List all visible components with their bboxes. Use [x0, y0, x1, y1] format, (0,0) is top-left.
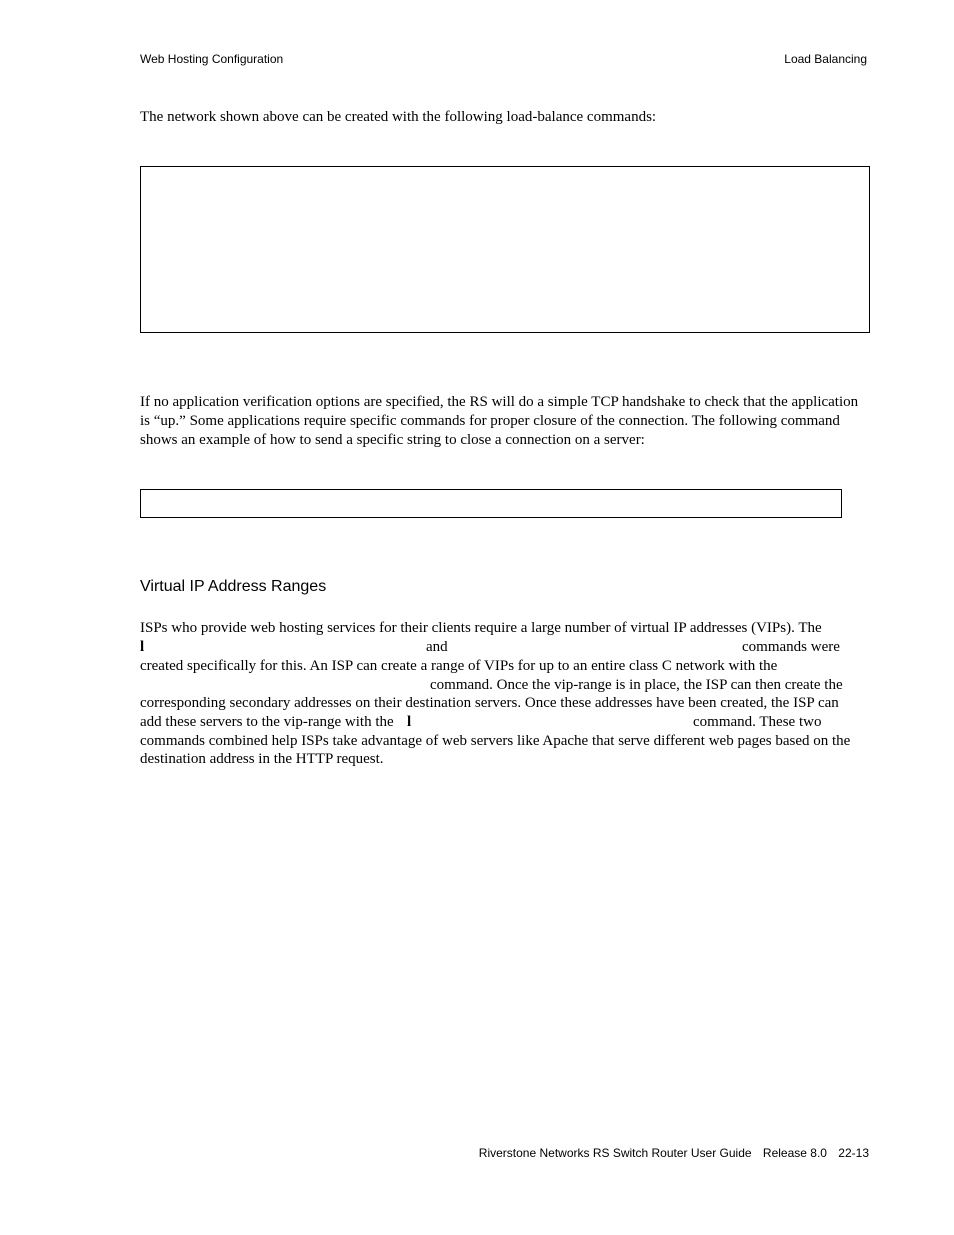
running-header-right: Load Balancing — [784, 52, 867, 66]
para-line: commands combined help ISPs take advantage of web servers like Apache that serve different web pages based on the — [140, 733, 851, 749]
running-header-left: Web Hosting Configuration — [140, 52, 284, 66]
para-line — [140, 713, 870, 732]
bold-command-fragment: l — [140, 639, 145, 655]
para-line — [140, 638, 870, 657]
para-fragment: command. These two — [693, 714, 822, 730]
para-line: destination address in the HTTP request. — [140, 751, 384, 767]
para-fragment: add these servers to the vip-range with the — [140, 714, 394, 730]
command-example-box — [140, 166, 870, 333]
para-line: corresponding secondary addresses on their destination servers. Once these addresses have been created, the ISP can — [140, 695, 839, 711]
intro-paragraph: The network shown above can be created with the following load-balance commands: — [140, 109, 657, 125]
para-line: command. Once the vip-range is in place, the ISP can then create the — [430, 677, 843, 693]
bold-command-fragment: l — [407, 714, 412, 730]
section-title: Virtual IP Address Ranges — [140, 578, 327, 595]
footer-page-number: 22-13 — [838, 1146, 869, 1160]
para-line: created specifically for this. An ISP can create a range of VIPs for up to an entire class C network with the — [140, 658, 778, 674]
verification-paragraph: If no application verification options are specified, the RS will do a simple TCP handshake to check that the application is “up.” Some applications require specific commands for proper closure of the connection. The following command shows an example of how to send a specific string to close a connection on a server: — [140, 394, 859, 448]
para-word: and — [426, 639, 448, 655]
footer-release: Release 8.0 — [762, 1146, 827, 1160]
running-footer — [471, 1146, 869, 1160]
para-word: commands were — [742, 639, 840, 655]
footer-guide-title: Riverstone Networks RS Switch Router User Guide — [478, 1146, 752, 1160]
para-line: ISPs who provide web hosting services for their clients require a large number of virtual IP addresses (VIPs). The — [140, 620, 822, 636]
close-string-command-box — [140, 489, 842, 518]
